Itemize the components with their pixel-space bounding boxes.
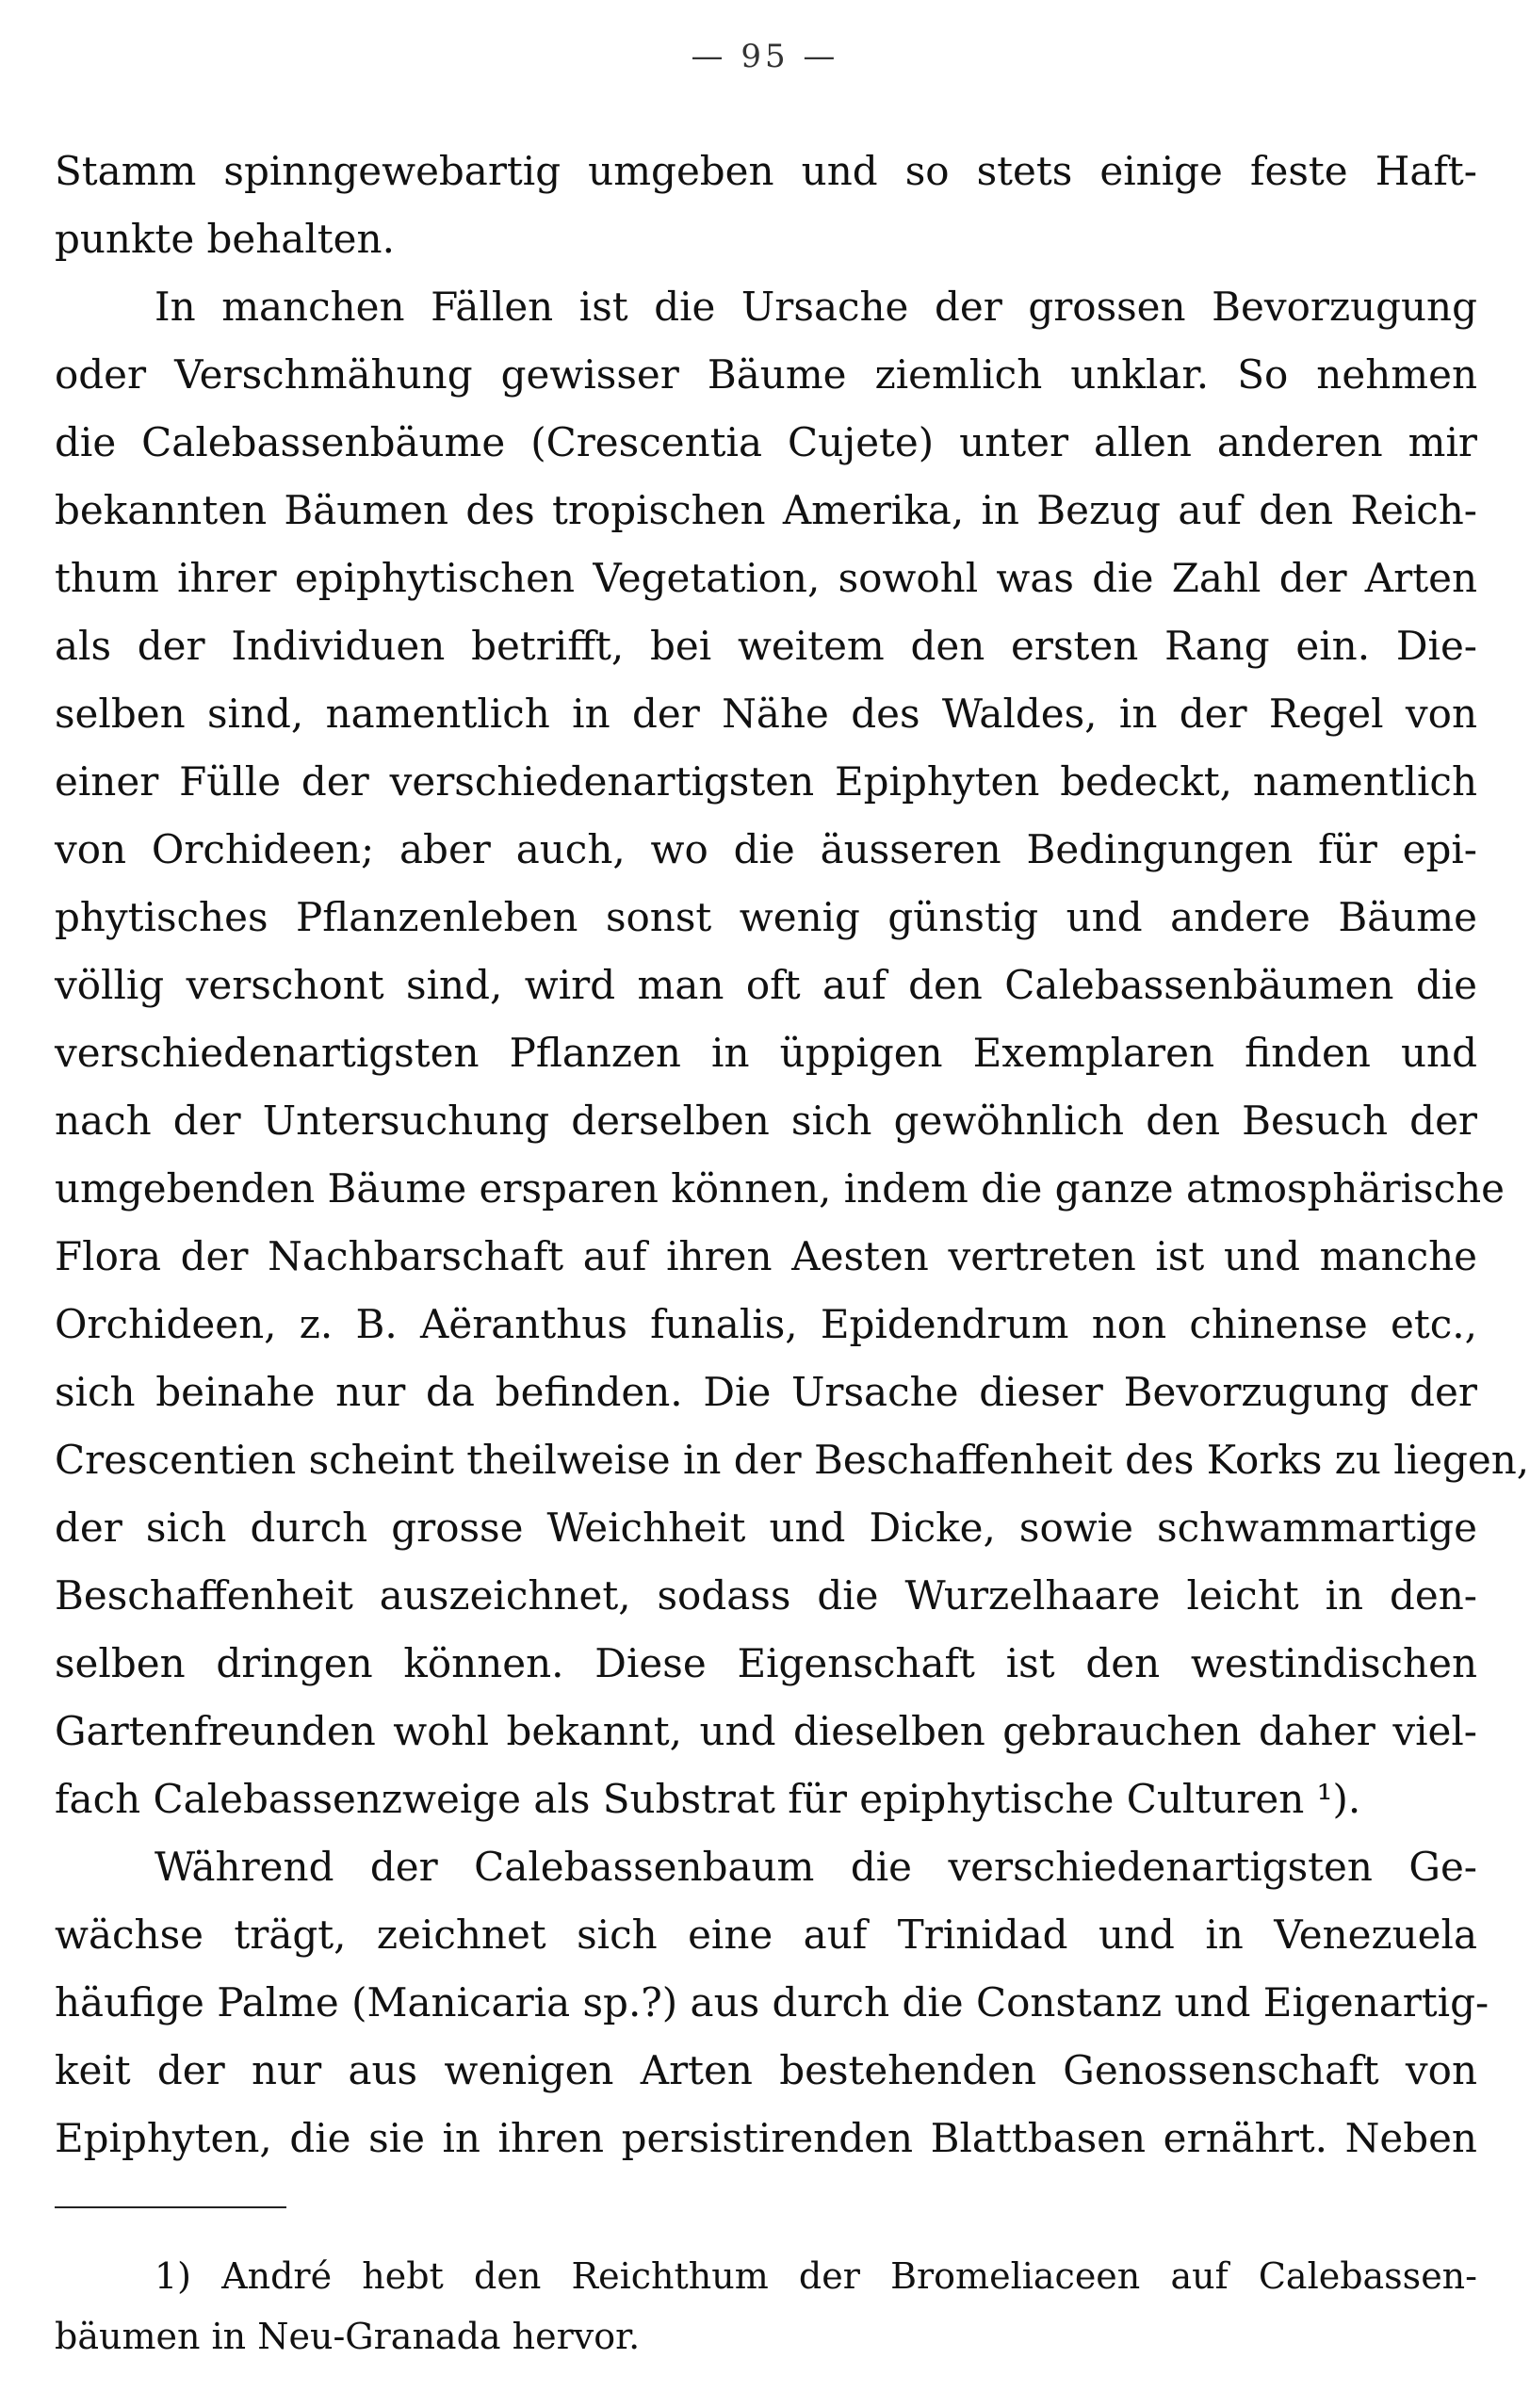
text-line: völlig verschont sind, wird man oft auf den Calebassenbäumen die <box>55 962 1477 1008</box>
text-line: Während der Calebassenbaum die verschiedenartigsten Ge- <box>155 1844 1477 1890</box>
text-line: Stamm spinngewebartig umgeben und so stets einige feste Haft- <box>55 148 1477 194</box>
text-line: punkte behalten. <box>55 216 395 262</box>
text-line: sich beinahe nur da befinden. Die Ursache dieser Bevorzugung der <box>55 1369 1477 1415</box>
text-line: Gartenfreunden wohl bekannt, und dieselben gebrauchen daher viel- <box>55 1708 1477 1754</box>
text-line: fach Calebassenzweige als Substrat für epiphytische Culturen ¹). <box>55 1776 1361 1822</box>
text-line: Epiphyten, die sie in ihren persistirenden Blattbasen ernährt. Neben <box>55 2115 1477 2161</box>
text-line: die Calebassenbäume (Crescentia Cujete) unter allen anderen mir <box>55 419 1477 465</box>
text-line: als der Individuen betrifft, bei weitem den ersten Rang ein. Die- <box>55 623 1477 669</box>
text-line: phytisches Pflanzenleben sonst wenig günstig und andere Bäume <box>55 894 1477 940</box>
footnote-line: 1) André hebt den Reichthum der Bromeliaceen auf Calebassen- <box>155 2255 1477 2297</box>
body-text <box>55 138 1530 2172</box>
text-line: Beschaffenheit auszeichnet, sodass die Wurzelhaare leicht in den- <box>55 1572 1477 1619</box>
page-number: — 95 — <box>691 38 839 75</box>
footnote-line: bäumen in Neu-Granada hervor. <box>55 2316 641 2357</box>
text-line: Orchideen, z. B. Aëranthus funalis, Epidendrum non chinense etc., <box>55 1301 1477 1347</box>
text-line: nach der Untersuchung derselben sich gewöhnlich den Besuch der <box>55 1098 1477 1144</box>
text-line: Flora der Nachbarschaft auf ihren Aesten vertreten ist und manche <box>55 1233 1477 1279</box>
footnote <box>55 2246 1477 2367</box>
text-line: umgebenden Bäume ersparen können, indem die ganze atmosphärische <box>55 1165 1506 1212</box>
text-line: wächse trägt, zeichnet sich eine auf Trinidad und in Venezuela <box>55 1912 1477 1958</box>
text-line: thum ihrer epiphytischen Vegetation, sowohl was die Zahl der Arten <box>55 555 1477 601</box>
text-line: Crescentien scheint theilweise in der Beschaffenheit des Korks zu liegen, <box>55 1437 1530 1483</box>
text-line: selben sind, namentlich in der Nähe des Waldes, in der Regel von <box>55 691 1477 737</box>
text-line: oder Verschmähung gewisser Bäume ziemlich unklar. So nehmen <box>55 351 1477 398</box>
text-line: selben dringen können. Diese Eigenschaft ist den westindischen <box>55 1640 1477 1686</box>
text-line: verschiedenartigsten Pflanzen in üppigen Exemplaren finden und <box>55 1030 1477 1076</box>
text-line: einer Fülle der verschiedenartigsten Epiphyten bedeckt, namentlich <box>55 758 1477 805</box>
text-line: In manchen Fällen ist die Ursache der grossen Bevorzugung <box>155 284 1477 330</box>
text-line: der sich durch grosse Weichheit und Dicke, sowie schwammartige <box>55 1505 1477 1551</box>
text-line: bekannten Bäumen des tropischen Amerika, in Bezug auf den Reich- <box>55 487 1477 533</box>
text-line: von Orchideen; aber auch, wo die äusseren Bedingungen für epi- <box>55 826 1477 872</box>
footnote-divider <box>55 2206 286 2208</box>
text-line: keit der nur aus wenigen Arten bestehenden Genossenschaft von <box>55 2047 1477 2093</box>
text-line: häufige Palme (Manicaria sp.?) aus durch die Constanz und Eigenartig- <box>55 1979 1489 2026</box>
